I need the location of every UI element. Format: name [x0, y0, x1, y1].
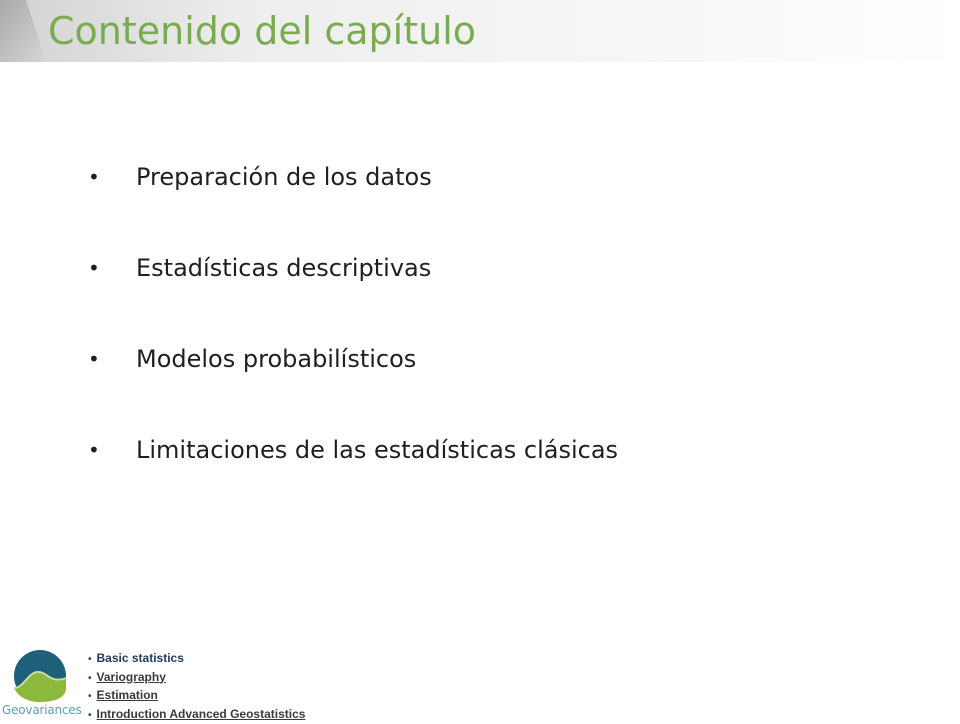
title-band [0, 0, 960, 62]
nav-link-estimation[interactable]: Estimation [97, 688, 158, 702]
bullet-dot: • [88, 246, 108, 290]
nav-bullet: • [88, 710, 92, 721]
nav-item-basic-statistics [88, 650, 305, 669]
nav-bullet: • [88, 654, 92, 665]
bullet-text: Modelos probabilísticos [136, 337, 416, 381]
bullet-text: Limitaciones de las estadísticas clásicas [136, 428, 618, 472]
bullet-text: Preparación de los datos [136, 155, 432, 199]
nav-item-variography [88, 669, 305, 688]
nav-bullet: • [88, 691, 92, 702]
bullet-dot: • [88, 337, 108, 381]
logo-wordmark: Geovariances [2, 702, 80, 718]
bullet-dot: • [88, 155, 108, 199]
bullet-dot: • [88, 428, 108, 472]
slide-title: Contenido del capítulo [48, 4, 476, 58]
nav-link-variography[interactable]: Variography [97, 670, 166, 684]
bullet-text: Estadísticas descriptivas [136, 246, 431, 290]
nav-link-advanced-geostatistics[interactable]: Introduction Advanced Geostatistics [97, 707, 306, 721]
logo-mark-icon [10, 648, 70, 704]
nav-item-estimation [88, 687, 305, 706]
nav-item-advanced-geostatistics [88, 706, 305, 724]
chapter-nav [88, 650, 305, 724]
nav-label-current: Basic statistics [97, 651, 184, 665]
geovariances-logo [2, 644, 80, 720]
nav-bullet: • [88, 673, 92, 684]
